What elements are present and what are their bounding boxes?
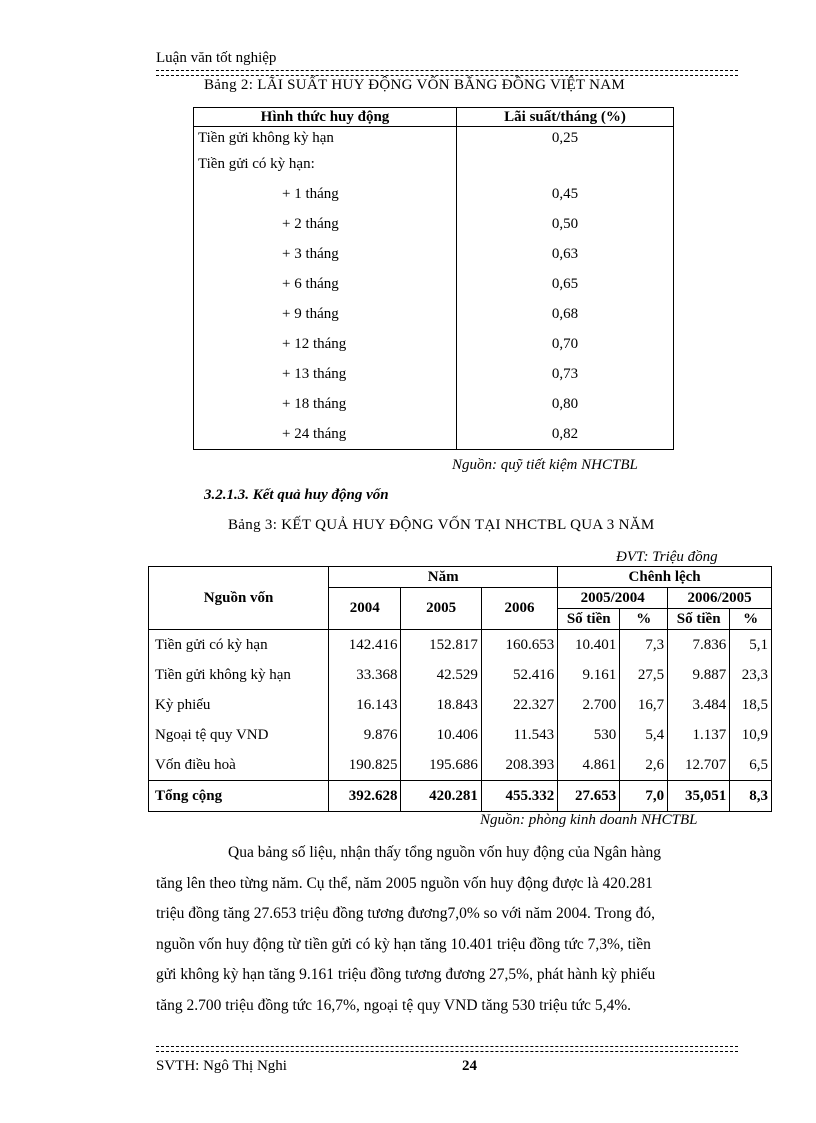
column-header: Lãi suất/tháng (%) bbox=[457, 108, 674, 127]
rate-value-cell: 0,70 bbox=[457, 329, 674, 359]
value-cell: 42.529 bbox=[401, 660, 481, 690]
value-cell: 1.137 bbox=[668, 720, 730, 750]
column-header: 2006 bbox=[481, 588, 557, 630]
rate-value-cell: 0,50 bbox=[457, 209, 674, 239]
body-paragraph bbox=[156, 838, 740, 1021]
value-cell: 10.406 bbox=[401, 720, 481, 750]
column-header: 2005/2004 bbox=[558, 588, 668, 609]
rate-type-cell: + 6 tháng bbox=[194, 269, 457, 299]
paragraph-line: Qua bảng số liệu, nhận thấy tổng nguồn vốn huy động của Ngân hàng bbox=[228, 844, 662, 861]
rate-value-cell: 0,65 bbox=[457, 269, 674, 299]
paragraph-line: gửi không kỳ hạn tăng 9.161 triệu đồng tương đương 27,5%, phát hành kỳ phiếu bbox=[156, 966, 656, 983]
page-number: 24 bbox=[462, 1058, 477, 1074]
total-row bbox=[149, 781, 772, 812]
rate-value-cell: 0,25 bbox=[457, 127, 674, 150]
total-value-cell: 27.653 bbox=[558, 781, 620, 812]
value-cell: 142.416 bbox=[329, 630, 401, 661]
table-row bbox=[194, 299, 674, 329]
table-row bbox=[194, 149, 674, 179]
header-divider bbox=[156, 70, 738, 76]
rate-type-cell: + 3 tháng bbox=[194, 239, 457, 269]
paragraph-line: tăng lên theo từng năm. Cụ thể, năm 2005 nguồn vốn huy động được là 420.281 bbox=[156, 874, 653, 892]
total-value-cell: 35,051 bbox=[668, 781, 730, 812]
value-cell: 18,5 bbox=[730, 690, 772, 720]
rate-type-cell: + 13 tháng bbox=[194, 359, 457, 389]
column-header: 2005 bbox=[401, 588, 481, 630]
paragraph-line: triệu đồng tăng 27.653 triệu đồng tương đương7,0% so với năm 2004. Trong đó, bbox=[156, 905, 656, 922]
value-cell: 16.143 bbox=[329, 690, 401, 720]
value-cell: 190.825 bbox=[329, 750, 401, 781]
table-row bbox=[194, 209, 674, 239]
total-value-cell: 392.628 bbox=[329, 781, 401, 812]
value-cell: 208.393 bbox=[481, 750, 557, 781]
rate-type-cell: + 12 tháng bbox=[194, 329, 457, 359]
value-cell: 195.686 bbox=[401, 750, 481, 781]
interest-rate-table bbox=[193, 107, 674, 450]
paragraph-line: nguồn vốn huy động từ tiền gửi có kỳ hạn tăng 10.401 triệu đồng tức 7,3%, tiền bbox=[156, 935, 651, 953]
rate-type-cell: + 18 tháng bbox=[194, 389, 457, 419]
rate-type-cell: + 2 tháng bbox=[194, 209, 457, 239]
value-cell: 5,1 bbox=[730, 630, 772, 661]
table-row bbox=[194, 269, 674, 299]
table-row bbox=[194, 419, 674, 450]
value-cell: 52.416 bbox=[481, 660, 557, 690]
table3-caption: Bảng 3: KẾT QUẢ HUY ĐỘNG VỐN TẠI NHCTBL QUA 3 NĂM bbox=[228, 517, 655, 533]
rate-type-cell: + 1 tháng bbox=[194, 179, 457, 209]
value-cell: 152.817 bbox=[401, 630, 481, 661]
rate-value-cell bbox=[457, 149, 674, 179]
row-label-cell: Ngoại tệ quy VND bbox=[149, 720, 329, 750]
value-cell: 7.836 bbox=[668, 630, 730, 661]
value-cell: 22.327 bbox=[481, 690, 557, 720]
row-label-cell: Tiền gửi không kỳ hạn bbox=[149, 660, 329, 690]
value-cell: 11.543 bbox=[481, 720, 557, 750]
row-label-cell: Vốn điều hoà bbox=[149, 750, 329, 781]
rate-value-cell: 0,63 bbox=[457, 239, 674, 269]
value-cell: 9.161 bbox=[558, 660, 620, 690]
value-cell: 160.653 bbox=[481, 630, 557, 661]
value-cell: 4.861 bbox=[558, 750, 620, 781]
table2-source: Nguồn: quỹ tiết kiệm NHCTBL bbox=[452, 457, 638, 473]
table-row bbox=[149, 660, 772, 690]
rate-value-cell: 0,45 bbox=[457, 179, 674, 209]
table-row bbox=[149, 750, 772, 781]
value-cell: 3.484 bbox=[668, 690, 730, 720]
column-header: Chênh lệch bbox=[558, 567, 772, 588]
rate-type-cell: Tiền gửi không kỳ hạn bbox=[194, 127, 457, 150]
value-cell: 33.368 bbox=[329, 660, 401, 690]
value-cell: 18.843 bbox=[401, 690, 481, 720]
value-cell: 5,4 bbox=[620, 720, 668, 750]
rate-type-cell: Tiền gửi có kỳ hạn: bbox=[194, 149, 457, 179]
value-cell: 2,6 bbox=[620, 750, 668, 781]
section-heading: 3.2.1.3. Kết quả huy động vốn bbox=[204, 487, 389, 503]
column-header: Số tiền bbox=[668, 609, 730, 630]
value-cell: 27,5 bbox=[620, 660, 668, 690]
table-row bbox=[194, 329, 674, 359]
column-header: % bbox=[730, 609, 772, 630]
column-header: Số tiền bbox=[558, 609, 620, 630]
rate-value-cell: 0,68 bbox=[457, 299, 674, 329]
table3-unit: ĐVT: Triệu đồng bbox=[616, 549, 718, 565]
paragraph-line: tăng 2.700 triệu đồng tức 16,7%, ngoại tệ quy VND tăng 530 triệu tức 5,4%. bbox=[156, 996, 631, 1014]
capital-mobilization-table bbox=[148, 566, 772, 812]
total-value-cell: 455.332 bbox=[481, 781, 557, 812]
table-row bbox=[194, 359, 674, 389]
table-row bbox=[194, 179, 674, 209]
column-header: Nguồn vốn bbox=[149, 567, 329, 630]
value-cell: 10.401 bbox=[558, 630, 620, 661]
table-row bbox=[194, 239, 674, 269]
column-header: Hình thức huy động bbox=[194, 108, 457, 127]
row-label-cell: Kỳ phiếu bbox=[149, 690, 329, 720]
footer-divider bbox=[156, 1046, 738, 1052]
column-header: 2004 bbox=[329, 588, 401, 630]
row-label-cell: Tiền gửi có kỳ hạn bbox=[149, 630, 329, 661]
value-cell: 530 bbox=[558, 720, 620, 750]
table2-caption: Bảng 2: LÃI SUẤT HUY ĐỘNG VỐN BẰNG ĐỒNG VIỆT NAM bbox=[204, 77, 626, 93]
total-value-cell: 420.281 bbox=[401, 781, 481, 812]
rate-value-cell: 0,80 bbox=[457, 389, 674, 419]
value-cell: 10,9 bbox=[730, 720, 772, 750]
total-label-cell: Tổng cộng bbox=[149, 781, 329, 812]
value-cell: 2.700 bbox=[558, 690, 620, 720]
total-value-cell: 8,3 bbox=[730, 781, 772, 812]
value-cell: 9.887 bbox=[668, 660, 730, 690]
value-cell: 9.876 bbox=[329, 720, 401, 750]
footer-author: SVTH: Ngô Thị Nghi bbox=[156, 1058, 287, 1074]
rate-value-cell: 0,82 bbox=[457, 419, 674, 450]
table3-source: Nguồn: phòng kinh doanh NHCTBL bbox=[480, 812, 698, 828]
column-header: Năm bbox=[329, 567, 558, 588]
page-header: Luận văn tốt nghiệp bbox=[156, 50, 277, 66]
value-cell: 6,5 bbox=[730, 750, 772, 781]
table-row bbox=[194, 127, 674, 150]
value-cell: 16,7 bbox=[620, 690, 668, 720]
total-value-cell: 7,0 bbox=[620, 781, 668, 812]
value-cell: 7,3 bbox=[620, 630, 668, 661]
rate-value-cell: 0,73 bbox=[457, 359, 674, 389]
table-row bbox=[149, 690, 772, 720]
rate-type-cell: + 24 tháng bbox=[194, 419, 457, 450]
table-row bbox=[149, 630, 772, 661]
value-cell: 23,3 bbox=[730, 660, 772, 690]
table-row bbox=[149, 720, 772, 750]
table-row bbox=[194, 389, 674, 419]
column-header: 2006/2005 bbox=[668, 588, 772, 609]
value-cell: 12.707 bbox=[668, 750, 730, 781]
rate-type-cell: + 9 tháng bbox=[194, 299, 457, 329]
column-header: % bbox=[620, 609, 668, 630]
